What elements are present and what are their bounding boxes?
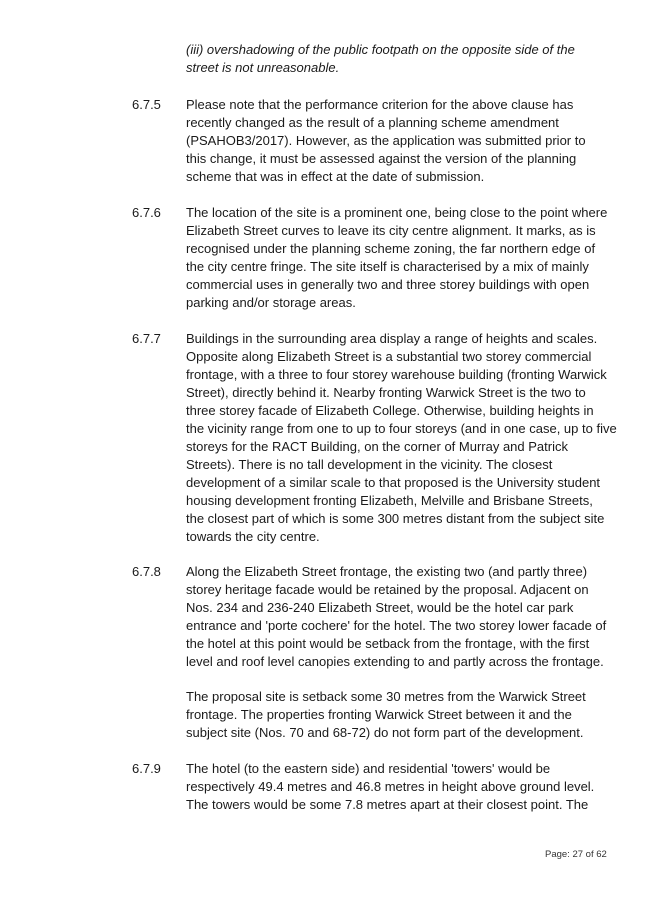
text-line: Opposite along Elizabeth Street is a substantial two storey commercial [186, 349, 592, 364]
text-line: towards the city centre. [186, 529, 320, 544]
text-line: the vicinity range from one to up to four storeys (and in one case, up to five [186, 421, 617, 436]
paragraph-text [186, 760, 606, 814]
text-line: recently changed as the result of a planning scheme amendment [186, 115, 559, 130]
text-line: Buildings in the surrounding area display a range of heights and scales. [186, 331, 598, 346]
text-line: storey heritage facade would be retained by the proposal. Adjacent on [186, 582, 589, 597]
paragraph-text [186, 330, 617, 546]
text-line: The location of the site is a prominent one, being close to the point where [186, 205, 608, 220]
paragraph-number: 6.7.7 [132, 331, 161, 346]
text-line: the city centre fringe. The site itself is characterised by a mix of mainly [186, 259, 589, 274]
text-line: commercial uses in generally two and three storey buildings with open [186, 277, 590, 292]
text-line: recognised under the planning scheme zoning, the far northern edge of [186, 241, 596, 256]
paragraph-number: 6.7.9 [132, 761, 161, 776]
text-line: entrance and 'porte cochere' for the hotel. The two storey lower facade of [186, 618, 607, 633]
paragraph-text [186, 688, 606, 742]
text-line: the hotel at this point would be setback from the frontage, with the first [186, 636, 590, 651]
text-line: three storey facade of Elizabeth College. Otherwise, building heights in [186, 403, 594, 418]
text-line: The towers would be some 7.8 metres apart at their closest point. The [186, 797, 589, 812]
paragraph-text [186, 563, 606, 671]
quote-line: (iii) overshadowing of the public footpath on the opposite side of the [186, 42, 575, 57]
text-line: the closest part of which is some 300 metres distant from the subject site [186, 511, 605, 526]
text-line: this change, it must be assessed against the version of the planning [186, 151, 577, 166]
text-line: (PSAHOB3/2017). However, as the application was submitted prior to [186, 133, 586, 148]
text-line: Streets). There is no tall development in the vicinity. The closest [186, 457, 553, 472]
text-line: subject site (Nos. 70 and 68-72) do not form part of the development. [186, 725, 584, 740]
paragraph-number: 6.7.5 [132, 97, 161, 112]
text-line: frontage. The properties fronting Warwick Street between it and the [186, 707, 572, 722]
text-line: Please note that the performance criterion for the above clause has [186, 97, 574, 112]
text-line: Nos. 234 and 236-240 Elizabeth Street, would be the hotel car park [186, 600, 574, 615]
text-line: Street), directly behind it. Nearby fronting Warwick Street is the two to [186, 385, 586, 400]
text-line: The hotel (to the eastern side) and residential 'towers' would be [186, 761, 551, 776]
text-line: storeys for the RACT Building, on the corner of Murray and Patrick [186, 439, 568, 454]
page-number-footer: Page: 27 of 62 [545, 849, 607, 860]
quote-line: street is not unreasonable. [186, 60, 340, 75]
paragraph-number: 6.7.6 [132, 205, 161, 220]
text-line: Elizabeth Street curves to leave its city centre alignment. It marks, as is [186, 223, 596, 238]
text-line: scheme that was in effect at the date of submission. [186, 169, 485, 184]
text-line: respectively 49.4 metres and 46.8 metres in height above ground level. [186, 779, 595, 794]
paragraph-number: 6.7.8 [132, 564, 161, 579]
quoted-criterion [186, 41, 606, 77]
text-line: The proposal site is setback some 30 metres from the Warwick Street [186, 689, 586, 704]
text-line: level and roof level canopies extending to and partly across the frontage. [186, 654, 604, 669]
text-line: frontage, with a three to four storey warehouse building (fronting Warwick [186, 367, 607, 382]
text-line: parking and/or storage areas. [186, 295, 356, 310]
text-line: development of a similar scale to that proposed is the University student [186, 475, 601, 490]
paragraph-text [186, 96, 606, 186]
text-line: housing development fronting Elizabeth, Melville and Brisbane Streets, [186, 493, 593, 508]
text-line: Along the Elizabeth Street frontage, the existing two (and partly three) [186, 564, 588, 579]
paragraph-text [186, 204, 606, 312]
